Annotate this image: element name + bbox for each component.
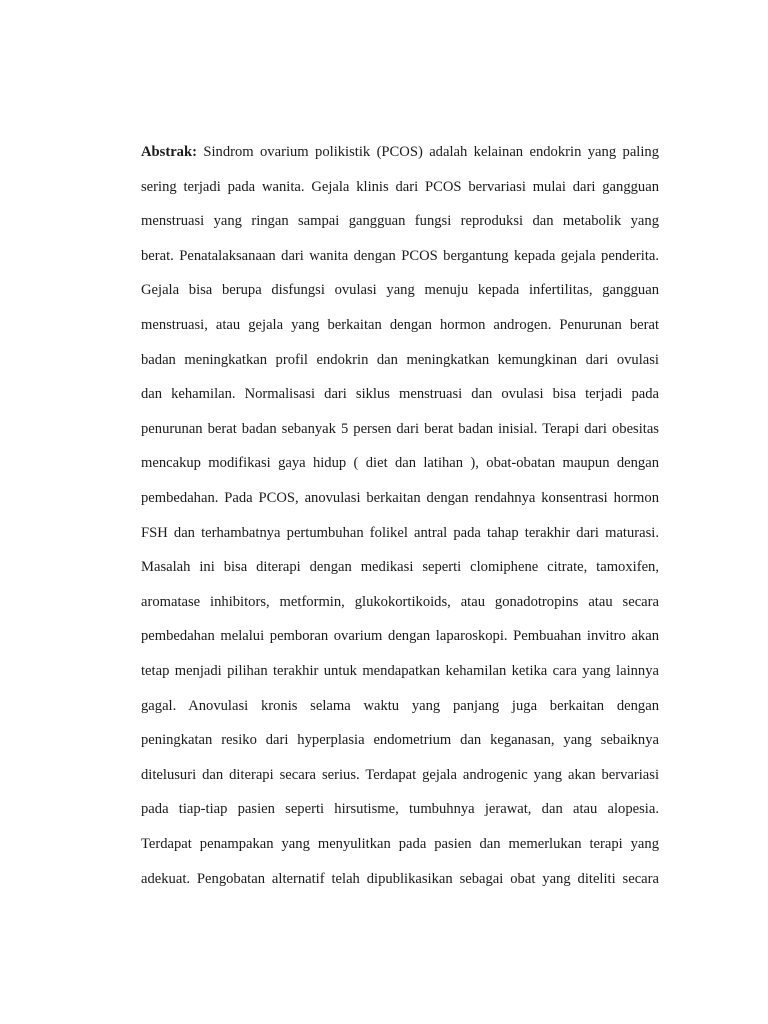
abstract-line: dan kehamilan. Normalisasi dari siklus menstruasi dan ovulasi bisa terjadi pada <box>141 386 659 403</box>
abstract-line: mencakup modifikasi gaya hidup ( diet dan latihan ), obat-obatan maupun dengan <box>141 455 659 472</box>
abstract-line: sering terjadi pada wanita. Gejala klinis dari PCOS bervariasi mulai dari gangguan <box>141 178 659 195</box>
abstract-line: pembedahan. Pada PCOS, anovulasi berkaitan dengan rendahnya konsentrasi hormon <box>141 490 659 506</box>
abstract-heading: Abstrak: <box>141 144 197 160</box>
abstract-line: penurunan berat badan sebanyak 5 persen dari berat badan inisial. Terapi dari obesitas <box>141 420 659 437</box>
abstract-line: adekuat. Pengobatan alternatif telah dipublikasikan sebagai obat yang diteliti secara <box>141 870 659 887</box>
abstract-line: ditelusuri dan diterapi secara serius. Terdapat gejala androgenic yang akan bervariasi <box>141 766 659 783</box>
abstract-line: peningkatan resiko dari hyperplasia endometrium dan keganasan, yang sebaiknya <box>141 732 659 749</box>
abstract-line: Gejala bisa berupa disfungsi ovulasi yang menuju kepada infertilitas, gangguan <box>141 282 659 299</box>
abstract-line <box>141 141 659 163</box>
abstract-line: tetap menjadi pilihan terakhir untuk mendapatkan kehamilan ketika cara yang lainnya <box>141 663 659 679</box>
abstract-line: Terdapat penampakan yang menyulitkan pada pasien dan memerlukan terapi yang <box>141 836 659 852</box>
abstract-line: Masalah ini bisa diterapi dengan medikasi seperti clomiphene citrate, tamoxifen, <box>141 559 659 576</box>
abstract-line-text: Sindrom ovarium polikistik (PCOS) adalah kelainan endokrin yang paling <box>196 144 659 160</box>
abstract-line: FSH dan terhambatnya pertumbuhan folikel antral pada tahap terakhir dari maturasi. <box>141 524 659 541</box>
abstract-line: aromatase inhibitors, metformin, glukokortikoids, atau gonadotropins atau secara <box>141 593 659 610</box>
abstract-line: pada tiap-tiap pasien seperti hirsutisme, tumbuhnya jerawat, dan atau alopesia. <box>141 801 659 818</box>
abstract-line: menstruasi yang ringan sampai gangguan fungsi reproduksi dan metabolik yang <box>141 213 659 230</box>
abstract-line: badan meningkatkan profil endokrin dan meningkatkan kemungkinan dari ovulasi <box>141 351 659 368</box>
abstract-line: pembedahan melalui pemboran ovarium dengan laparoskopi. Pembuahan invitro akan <box>141 628 659 645</box>
abstract-line: gagal. Anovulasi kronis selama waktu yang panjang juga berkaitan dengan <box>141 697 659 714</box>
abstract-line: berat. Penatalaksanaan dari wanita dengan PCOS bergantung kepada gejala penderita. <box>141 247 659 264</box>
abstract-line: menstruasi, atau gejala yang berkaitan dengan hormon androgen. Penurunan berat <box>141 317 659 333</box>
